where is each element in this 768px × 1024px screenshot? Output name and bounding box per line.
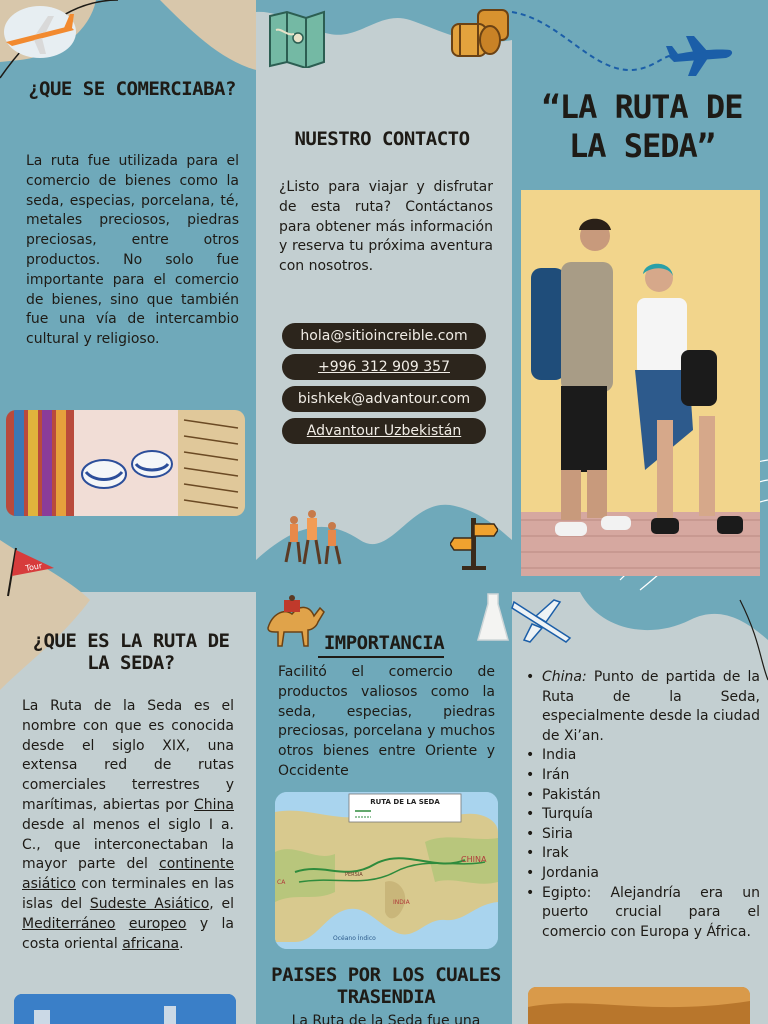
list-item: • Pakistán [524, 786, 760, 806]
link-continente-asiatico[interactable]: continente asiático [22, 856, 234, 893]
desert-image [528, 987, 750, 1024]
list-item: • Jordania [524, 864, 760, 884]
countries-title: PAISES POR LOS CUALES TRASENDIA [271, 964, 501, 1008]
map-image [275, 792, 498, 949]
flag-icon [0, 546, 56, 598]
what-body [22, 697, 234, 954]
link-europeo[interactable]: europeo [128, 915, 187, 932]
list-item: • Irán [524, 766, 760, 786]
airplane-icon [664, 34, 734, 76]
map-label-ca: CA [277, 879, 286, 886]
contact-advantour-link[interactable]: Advantour Uzbekistán [282, 418, 486, 444]
countries-body: La Ruta de la Seda fue una [291, 1013, 481, 1024]
airplane-icon [510, 594, 574, 646]
what-text-5 [115, 916, 128, 932]
importance-body: Facilitó el comercio de productos valiosos como la seda, especias, piedras preciosas, porcelana y muchos otros bienes entre Oriente y Occidente [278, 664, 495, 779]
products-photo [6, 410, 245, 516]
what-text-7: . [179, 935, 184, 952]
trade-title: ¿QUE SE COMERCIABA? [28, 78, 236, 100]
city-image [14, 994, 236, 1024]
link-sudeste-asiatico[interactable]: Sudeste Asiático [89, 895, 210, 912]
list-item: • India [524, 746, 760, 766]
contact-phone-link[interactable]: +996 312 909 357 [282, 354, 486, 380]
list-item: • Siria [524, 825, 760, 845]
cover-title: “LA RUTA DE LA SEDA” [541, 88, 743, 165]
what-text-3: con terminales en las islas del [22, 876, 234, 912]
contact-title: NUESTRO CONTACTO [294, 128, 470, 150]
map-label-india: INDIA [393, 899, 410, 906]
contact-email-bishkek[interactable]: bishkek@advantour.com [282, 386, 486, 412]
dress-icon [476, 592, 510, 644]
link-china[interactable]: China [194, 796, 234, 813]
signpost-icon [450, 514, 498, 570]
link-mediterraneo[interactable]: Mediterráneo [22, 915, 116, 932]
what-text-1: La Ruta de la Seda es el nombre con que es conocida desde el siglo XIX, una extensa red de rutas comerciales terrestres y marítimas, abiertas por [22, 698, 234, 813]
desert-photo [528, 987, 750, 1024]
list-item: • Irak [524, 844, 760, 864]
map-label-ocean: Océano Índico [333, 935, 376, 942]
what-text-4: , el [209, 895, 234, 912]
country-label-china: China: [542, 669, 587, 685]
contact-body: ¿Listo para viajar y disfrutar de esta ruta? Contáctanos para obtener más información y reserva tu próxima aventura con nosotros. [279, 179, 493, 275]
list-item: • Turquía [524, 805, 760, 825]
importance-underline [318, 656, 444, 658]
importance-title: IMPORTANCIA [323, 632, 445, 654]
map-title: RUTA DE LA SEDA [370, 798, 440, 806]
trade-body: La ruta fue utilizada para el comercio de bienes como la seda, especias, porcelana, té, metales preciosos, piedras preciosas, entre otros productos. No solo fue importante para el comercio de bienes, sino que también fue una vía de intercambio cultural y religioso. [26, 153, 239, 348]
products-image [6, 410, 245, 516]
flag-text: Tour [24, 561, 43, 573]
country-list [524, 668, 760, 942]
city-photo [14, 994, 236, 1024]
travelers-photo [521, 190, 760, 576]
airplane-icon [0, 2, 80, 60]
barrels-icon [450, 8, 514, 60]
what-text-2: desde al menos el siglo I a. C., que interconectaban la mayor parte del [22, 816, 234, 873]
map-label-china: CHINA [461, 855, 487, 864]
country-text-china: Punto de partida de la Ruta de la Seda, especialmente desde la ciudad de Xi’an. [542, 669, 760, 744]
link-africana[interactable]: africana [122, 935, 180, 952]
map-icon [268, 10, 326, 68]
travelers-image [521, 190, 760, 576]
map-label-persia: PERSIA [345, 872, 363, 878]
what-title: ¿QUE ES LA RUTA DE LA SEDA? [32, 630, 230, 674]
hikers-icon [282, 506, 348, 568]
list-item [524, 668, 760, 746]
what-text-6: y la costa oriental [22, 915, 235, 952]
silk-road-map [275, 792, 498, 949]
contact-email[interactable]: hola@sitioincreible.com [282, 323, 486, 349]
list-item: • Egipto: Alejandría era un puerto crucial para el comercio con Europa y África. [524, 884, 760, 943]
